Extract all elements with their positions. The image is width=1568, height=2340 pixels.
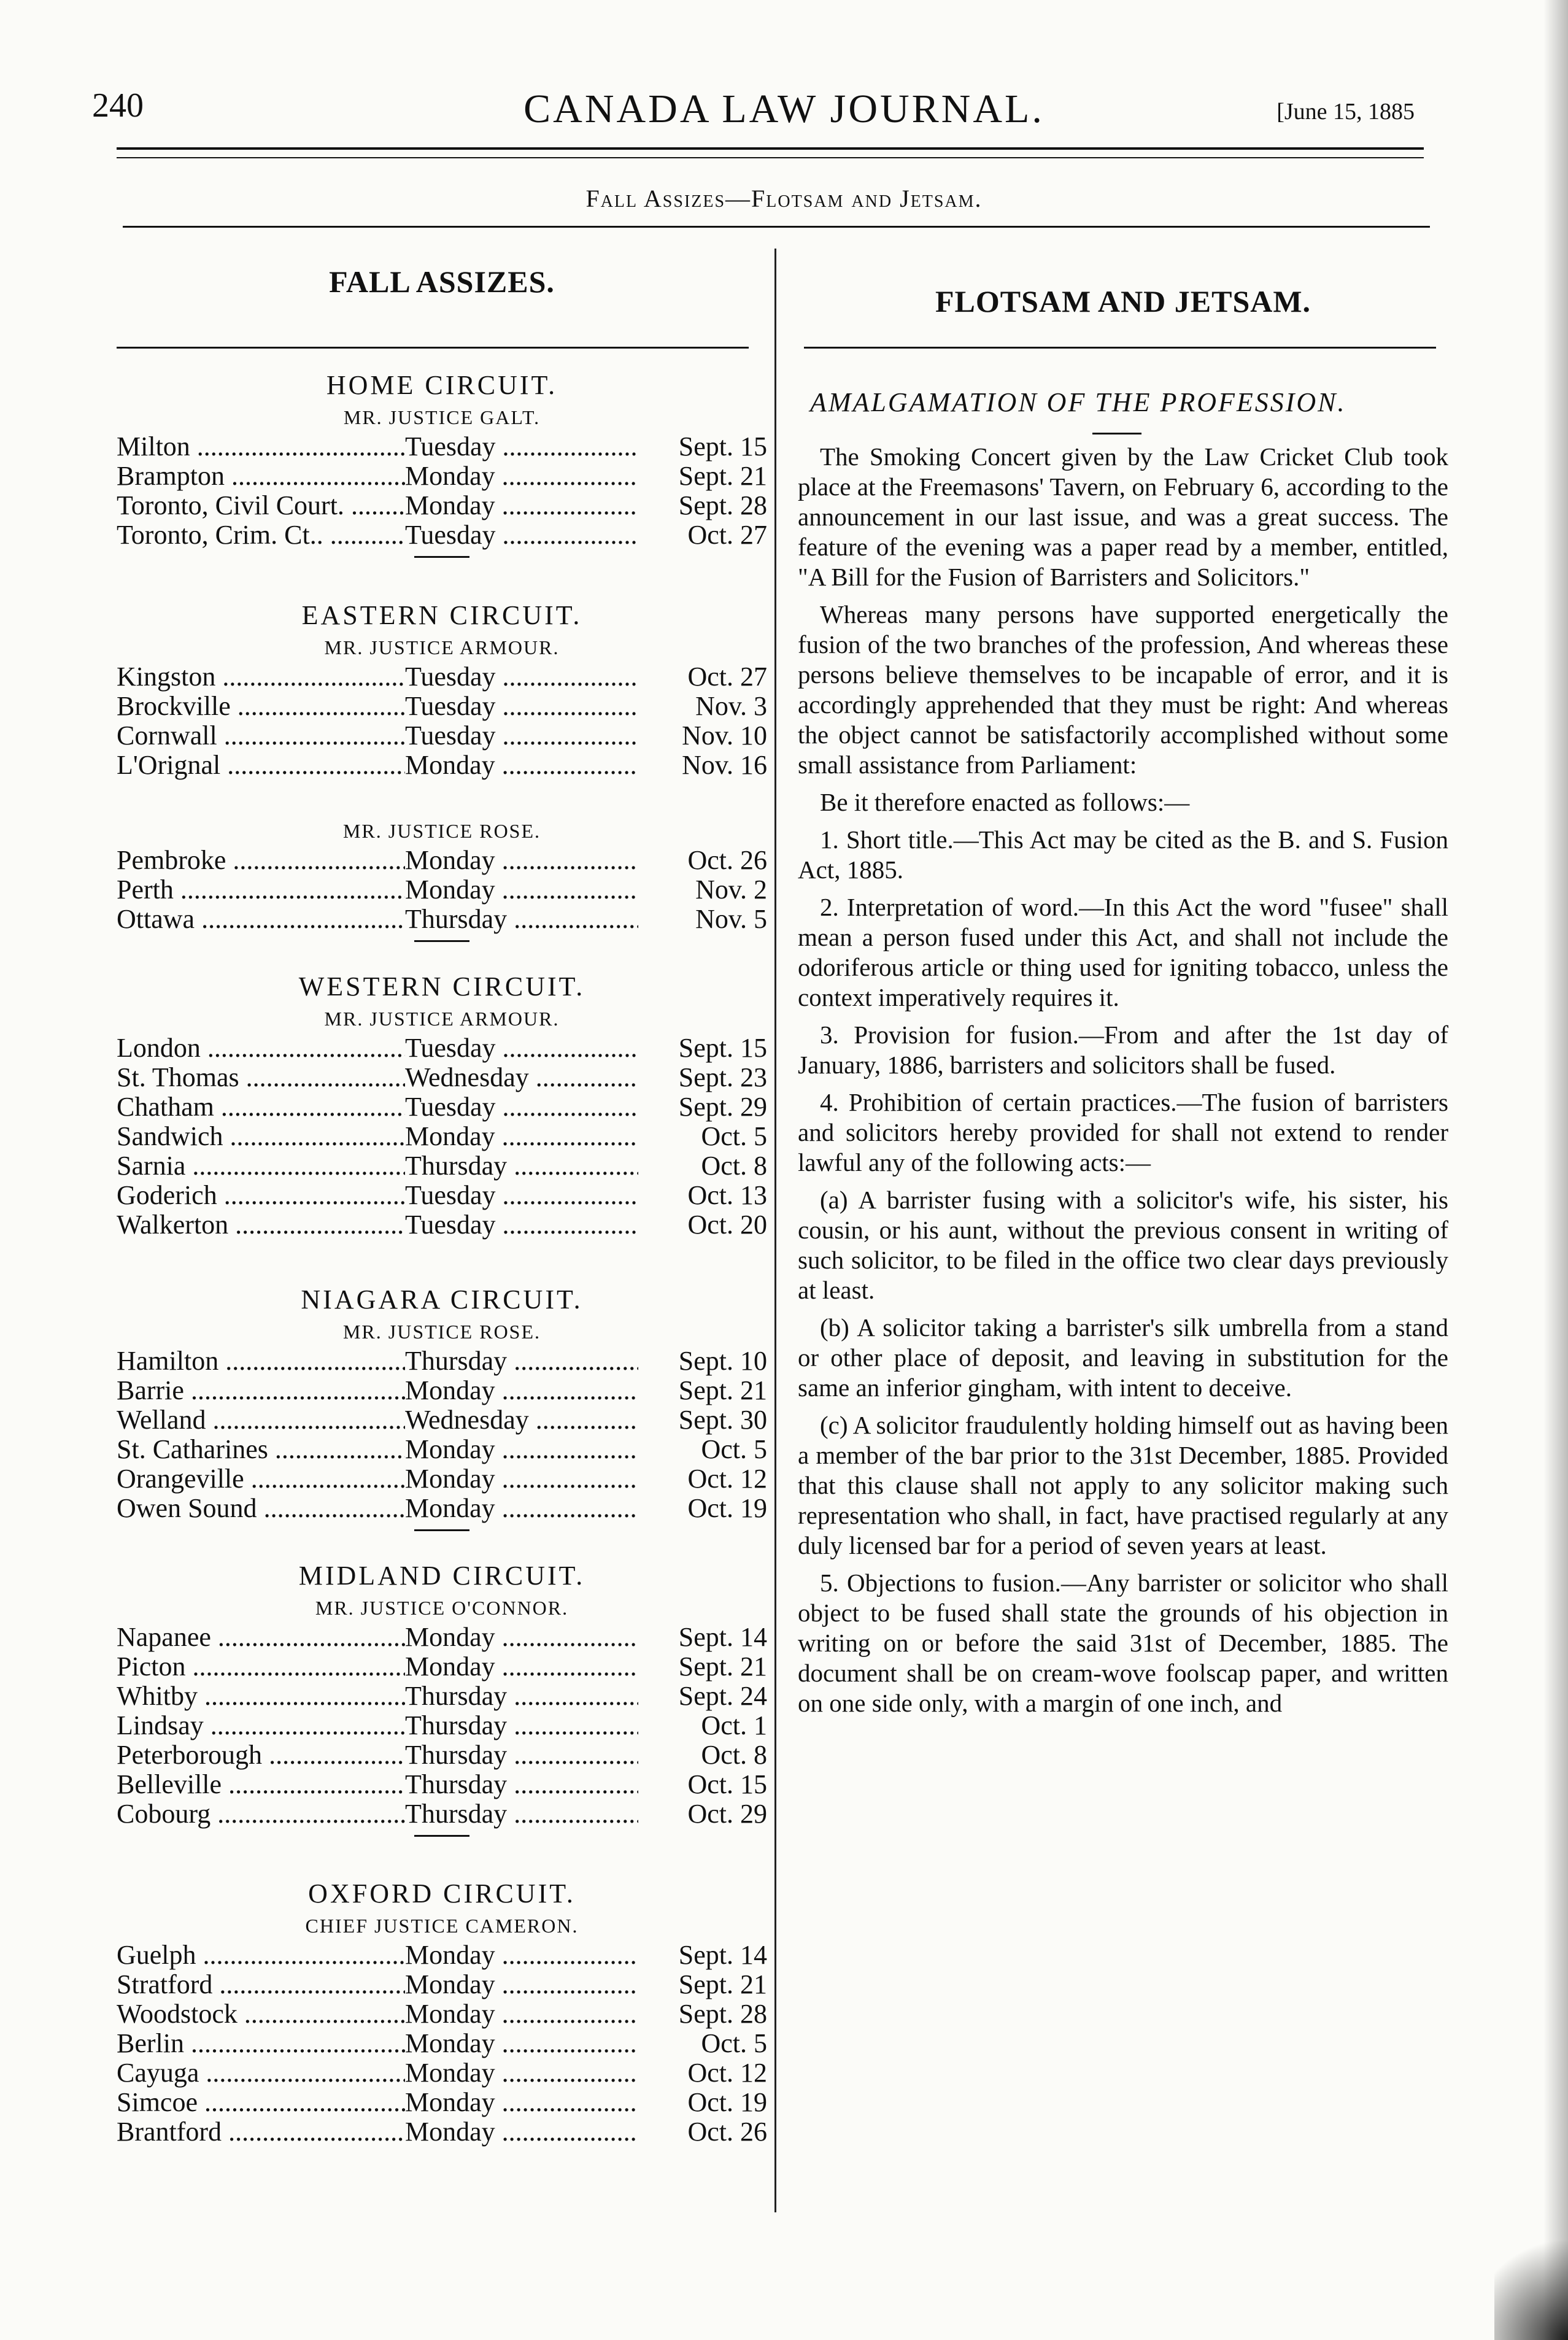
justice-name: MR. JUSTICE O'CONNOR. <box>315 1597 569 1619</box>
assize-row: Lindsay ..... Thursday ..... Oct. 1 <box>117 1711 767 1740</box>
page-edge-shadow <box>1543 0 1568 2340</box>
niagara-circuit <box>117 1283 767 1536</box>
assize-row: Guelph ..... Monday ..... Sept. 14 <box>117 1940 767 1970</box>
flotsam-title: FLOTSAM AND JETSAM. <box>935 284 1311 319</box>
assize-row: Walkerton ..... Tuesday ..... Oct. 20 <box>117 1210 767 1240</box>
paragraph: 2. Interpretation of word.—In this Act the word "fusee" shall mean a person fused under this Act, and shall not include the odoriferous article or thing used for igniting tobacco, unless the context imperatively requires it. <box>798 893 1448 1011</box>
assize-row: St. Catharines ..... Monday ..... Oct. 5 <box>117 1435 767 1464</box>
assize-row: Perth ..... Monday ..... Nov. 2 <box>117 875 767 905</box>
separator-rule <box>414 1835 469 1837</box>
assize-row: St. Thomas ..... Wednesday ..... Sept. 23 <box>117 1063 767 1092</box>
paragraph: 4. Prohibition of certain practices.—The fusion of barristers and solicitors hereby provided for shall not extend to render lawful any of the following acts:— <box>798 1088 1448 1176</box>
journal-title: CANADA LAW JOURNAL. <box>523 87 1045 131</box>
paragraph: 5. Objections to fusion.—Any barrister or solicitor who shall object to be fused shall state the grounds of his objection in writing on or before the said 31st of December, 1885. The document shall be on cream-wove foolscap paper, and written on one side only, with a margin of one inch, and <box>798 1569 1448 1717</box>
eastern-circuit <box>117 598 767 780</box>
corner-smudge <box>1494 2217 1568 2340</box>
circuit-name: WESTERN CIRCUIT. <box>298 971 585 1002</box>
assize-row: Cornwall ..... Tuesday ..... Nov. 10 <box>117 721 767 751</box>
midland-circuit <box>117 1559 767 1842</box>
assize-row: Sandwich ..... Monday ..... Oct. 5 <box>117 1122 767 1151</box>
flotsam-column <box>798 0 1448 2340</box>
justice-name: MR. JUSTICE ROSE. <box>342 1321 541 1343</box>
assize-row: Toronto, Civil Court. ..... Monday ..... Sept. 28 <box>117 491 767 520</box>
page-number: 240 <box>92 87 144 125</box>
rose-eastern-circuit <box>117 816 767 947</box>
paragraph: Be it therefore enacted as follows:— <box>820 788 1190 816</box>
paragraph: 1. Short title.—This Act may be cited as the B. and S. Fusion Act, 1885. <box>798 825 1448 884</box>
assize-row: Brantford ..... Monday ..... Oct. 26 <box>117 2117 767 2147</box>
assize-row: Milton ..... Tuesday ..... Sept. 15 <box>117 432 767 461</box>
assize-row: Brockville ..... Tuesday ..... Nov. 3 <box>117 692 767 721</box>
justice-name: MR. JUSTICE ARMOUR. <box>324 636 560 658</box>
assize-row: Welland ..... Wednesday ..... Sept. 30 <box>117 1405 767 1435</box>
circuit-name: HOME CIRCUIT. <box>326 370 558 400</box>
title-rule <box>1092 433 1141 434</box>
article-title: AMALGAMATION OF THE PROFESSION. <box>810 387 1346 417</box>
assize-row: Berlin ..... Monday ..... Oct. 5 <box>117 2029 767 2058</box>
home-circuit <box>117 368 767 563</box>
circuit-name: MIDLAND CIRCUIT. <box>298 1561 585 1591</box>
assize-row: Pembroke ..... Monday ..... Oct. 26 <box>117 846 767 875</box>
section-rule <box>804 347 1436 349</box>
separator-rule <box>414 940 469 942</box>
assize-row: Hamilton ..... Thursday ..... Sept. 10 <box>117 1346 767 1376</box>
assize-row: Toronto, Crim. Ct.. ..... Tuesday ..... Oct. 27 <box>117 520 767 550</box>
column-divider <box>774 249 776 2212</box>
justice-name: MR. JUSTICE ROSE. <box>342 820 541 842</box>
paragraph: (b) A solicitor taking a barrister's silk umbrella from a stand or other place of deposit, and leaving in substitution for the same an inferior gingham, with intent to deceive. <box>798 1313 1448 1402</box>
assize-row: L'Orignal ..... Monday ..... Nov. 16 <box>117 751 767 780</box>
assize-row: Peterborough ..... Thursday ..... Oct. 8 <box>117 1740 767 1770</box>
assize-row: Owen Sound ..... Monday ..... Oct. 19 <box>117 1494 767 1523</box>
assize-row: Belleville ..... Thursday ..... Oct. 15 <box>117 1770 767 1799</box>
justice-name: CHIEF JUSTICE CAMERON. <box>305 1915 579 1937</box>
assize-row: Simcoe ..... Monday ..... Oct. 19 <box>117 2088 767 2117</box>
assize-row: Ottawa ..... Thursday ..... Nov. 5 <box>117 905 767 934</box>
article-body <box>798 442 1448 1726</box>
separator-rule <box>414 556 469 558</box>
circuit-name: EASTERN CIRCUIT. <box>301 600 582 630</box>
assize-row: Orangeville ..... Monday ..... Oct. 12 <box>117 1464 767 1494</box>
running-head: Fall Assizes—Flotsam and Jetsam. <box>585 185 983 212</box>
assize-row: Napanee ..... Monday ..... Sept. 14 <box>117 1623 767 1652</box>
assize-row: Chatham ..... Tuesday ..... Sept. 29 <box>117 1092 767 1122</box>
paragraph: Whereas many persons have supported energetically the fusion of the two branches of the profession, And whereas these persons believe themselves to be incapable of error, and it is accordingly apprehended that they must be right: And whereas the object cannot be satisfactorily accomplished without some small assistance from Parliament: <box>798 600 1448 779</box>
assize-row: Sarnia ..... Thursday ..... Oct. 8 <box>117 1151 767 1181</box>
section-rule <box>117 347 749 349</box>
assize-row: Brampton ..... Monday ..... Sept. 21 <box>117 461 767 491</box>
paragraph: (c) A solicitor fraudulently holding himself out as having been a member of the bar prior to the 31st December, 1885. Provided that this clause shall not apply to any solicitor making such representation who shall, in fact, have practised regularly at any duly licensed bar for a period of seven years at least. <box>798 1411 1448 1559</box>
paragraph: The Smoking Concert given by the Law Cricket Club took place at the Freemasons' Tavern, on February 6, according to the announcement in our last issue, and was a great success. The feature of the evening was a paper read by a member, entitled, "A Bill for the Fusion of Barristers and Solicitors." <box>798 442 1448 591</box>
assize-row: Cayuga ..... Monday ..... Oct. 12 <box>117 2058 767 2088</box>
assize-row: Kingston ..... Tuesday ..... Oct. 27 <box>117 662 767 692</box>
paragraph: (a) A barrister fusing with a solicitor's wife, his sister, his cousin, or his aunt, without the previous consent in writing of such solicitor, to be filed in the office two clear days previously at least. <box>798 1186 1448 1304</box>
assize-row: Whitby ..... Thursday ..... Sept. 24 <box>117 1682 767 1711</box>
assize-row: London ..... Tuesday ..... Sept. 15 <box>117 1033 767 1063</box>
separator-rule <box>414 1529 469 1531</box>
assize-row: Cobourg ..... Thursday ..... Oct. 29 <box>117 1799 767 1829</box>
western-circuit <box>117 970 767 1240</box>
fall-assizes-title: FALL ASSIZES. <box>329 265 555 299</box>
assize-row: Goderich ..... Tuesday ..... Oct. 13 <box>117 1181 767 1210</box>
issue-date: [June 15, 1885 <box>1276 99 1415 125</box>
circuit-name: OXFORD CIRCUIT. <box>308 1879 576 1909</box>
fall-assizes-column <box>117 0 767 2340</box>
assize-row: Stratford ..... Monday ..... Sept. 21 <box>117 1970 767 1999</box>
paragraph: 3. Provision for fusion.—From and after the 1st day of January, 1886, barristers and solicitors shall be fused. <box>798 1021 1448 1079</box>
assize-row: Picton ..... Monday ..... Sept. 21 <box>117 1652 767 1682</box>
justice-name: MR. JUSTICE GALT. <box>343 406 541 428</box>
circuit-name: NIAGARA CIRCUIT. <box>301 1284 583 1315</box>
justice-name: MR. JUSTICE ARMOUR. <box>324 1008 560 1030</box>
assize-row: Woodstock ..... Monday ..... Sept. 28 <box>117 1999 767 2029</box>
oxford-circuit <box>117 1877 767 2147</box>
assize-row: Barrie ..... Monday ..... Sept. 21 <box>117 1376 767 1405</box>
